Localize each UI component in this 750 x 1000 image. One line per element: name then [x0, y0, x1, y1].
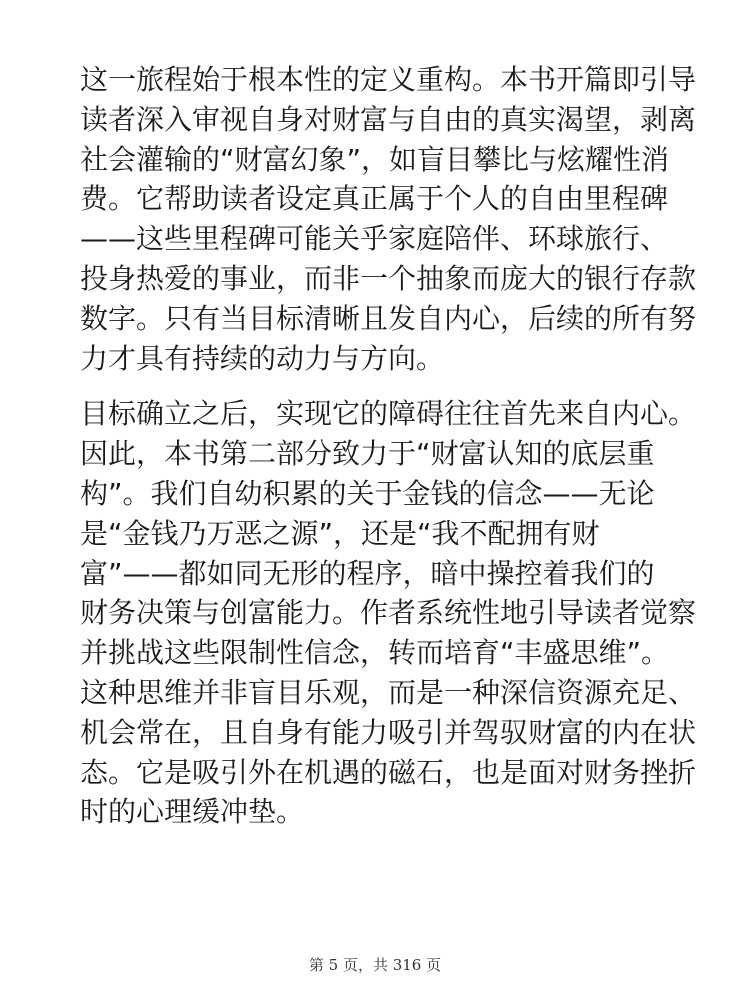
text-line: 费。它帮助读者设定真正属于个人的自由里程碑 [80, 182, 669, 216]
text-line: ——这些里程碑可能关乎家庭陪伴、环球旅行、 [80, 222, 669, 256]
page-number-footer: 第 5 页，共 316 页 [308, 956, 442, 974]
text-line: 时的心理缓冲垫。 [80, 795, 305, 829]
text-line: 富”——都如同无形的程序，暗中操控着我们的 [80, 556, 655, 590]
text-line: 目标确立之后，实现它的障碍往往首先来自内心。 [80, 397, 697, 431]
body-text [80, 60, 697, 832]
text-line: 机会常在，且自身有能力吸引并驾驭财富的内在状 [80, 715, 697, 749]
text-line: 社会灌输的“财富幻象”，如盲目攀比与炫耀性消 [80, 142, 670, 176]
text-line: 并挑战这些限制性信念，转而培育“丰盛思维”。 [80, 636, 670, 670]
text-line: 力才具有持续的动力与方向。 [80, 341, 445, 375]
paragraph-spacer [80, 378, 675, 394]
paragraph-1 [80, 60, 697, 378]
text-line: 财务决策与创富能力。作者系统性地引导读者觉察 [80, 596, 697, 630]
text-line: 数字。只有当目标清晰且发自内心，后续的所有努 [80, 301, 697, 335]
paragraph-2 [80, 394, 697, 832]
text-line: 构”。我们自幼积累的关于金钱的信念——无论 [80, 476, 655, 510]
text-line: 因此，本书第二部分致力于“财富认知的底层重 [80, 437, 655, 471]
text-line: 态。它是吸引外在机遇的磁石，也是面对财务挫折 [80, 755, 697, 789]
text-line: 这种思维并非盲目乐观，而是一种深信资源充足、 [80, 675, 697, 709]
text-line: 读者深入审视自身对财富与自由的真实渴望，剥离 [80, 102, 697, 136]
text-line: 是“金钱乃万恶之源”，还是“我不配拥有财 [80, 516, 600, 550]
text-line: 这一旅程始于根本性的定义重构。本书开篇即引导 [80, 63, 697, 96]
text-line: 投身热爱的事业，而非一个抽象而庞大的银行存款 [80, 261, 697, 295]
